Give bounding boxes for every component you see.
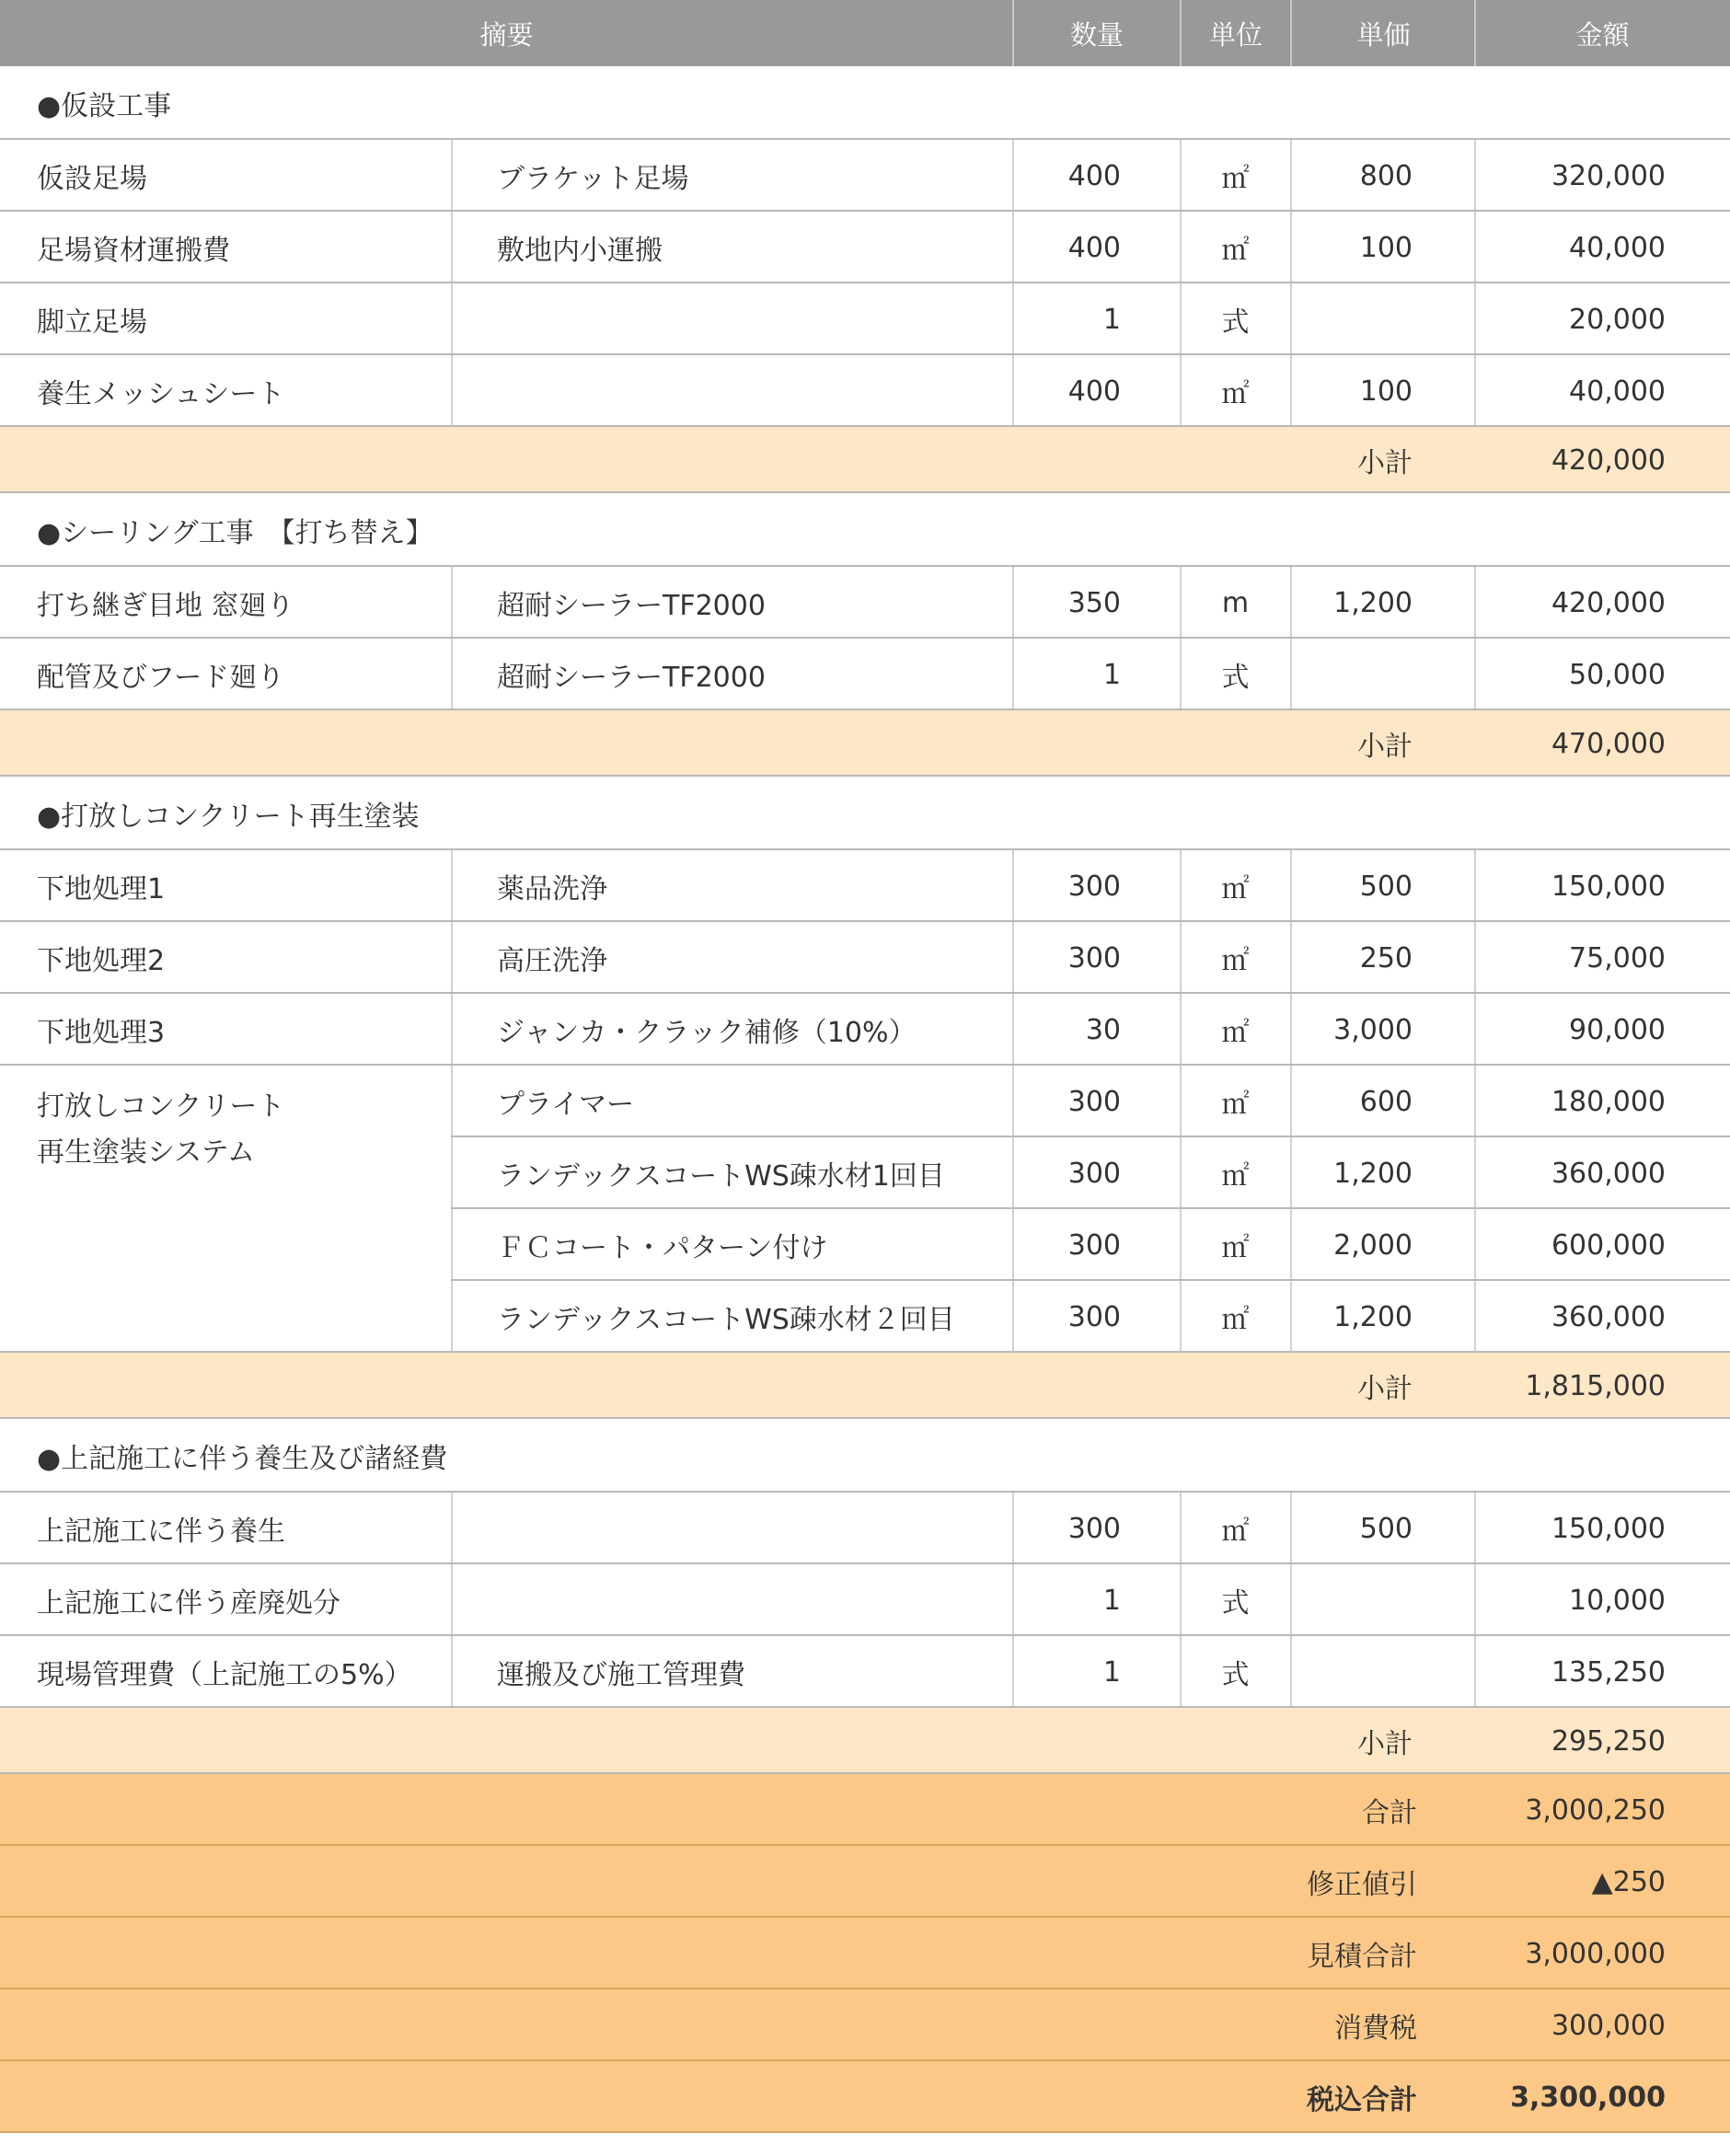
table-header [0,0,1730,66]
column-divider [1012,1137,1014,1209]
column-divider [1012,639,1014,710]
description: 超耐シーラーTF2000 [497,590,766,622]
subtotal-amount: 420,000 [1551,444,1666,477]
unit-price: 1,200 [1333,1300,1413,1333]
description: ランデックスコートWS疎水材２回目 [497,1304,955,1336]
column-divider [1290,1281,1292,1353]
unit-price: 1,200 [1333,1157,1413,1190]
quantity: 400 [1067,231,1121,264]
column-divider [451,922,453,994]
total-amount: ▲250 [1591,1865,1666,1898]
section-title: ●仮設工事 [37,90,172,122]
description [497,355,1003,427]
column-divider [451,1137,453,1209]
column-divider [1474,140,1476,212]
column-divider [1290,922,1292,994]
amount: 10,000 [1569,1584,1666,1617]
item-label: 打放しコンクリート [37,1090,285,1123]
section-title: ●シーリング工事 【打ち替え】 [37,517,433,549]
item-label: 下地処理1 [37,873,166,905]
unit: 式 [1221,1587,1250,1620]
column-divider [451,1636,453,1708]
total-row [0,1774,1730,1846]
total-label: 修正値引 [1307,1869,1417,1901]
description [497,1564,1003,1636]
subtotal-amount: 470,000 [1551,727,1666,760]
unit: ㎡ [1221,1160,1250,1193]
unit: ㎡ [1221,1089,1250,1121]
table-row [0,922,1730,994]
item-label: 脚立足場 [37,306,147,339]
section-title-row [0,1419,1730,1493]
column-divider [1180,355,1182,427]
item-label: 養生メッシュシート [37,378,285,410]
table-row [0,1281,1730,1353]
column-divider [1474,212,1476,283]
unit-price: 250 [1359,941,1413,974]
column-divider [1180,212,1182,283]
column-divider [1012,1209,1014,1281]
total-label: 税込合計 [1307,2084,1417,2116]
unit: 式 [1221,306,1250,339]
quantity: 1 [1102,658,1121,691]
column-divider [1180,140,1182,212]
amount: 135,250 [1551,1655,1666,1689]
table-row [0,567,1730,639]
unit-price: 100 [1359,375,1413,408]
column-divider [1180,1209,1182,1281]
unit: ㎡ [1221,945,1250,977]
subtotal-row [0,710,1730,777]
quantity: 1 [1102,1584,1121,1617]
column-divider [1474,567,1476,639]
unit-price: 500 [1359,1512,1413,1545]
item-label: 足場資材運搬費 [37,235,230,267]
quantity: 1 [1102,1655,1121,1689]
unit: ㎡ [1221,163,1250,195]
column-divider [1474,1209,1476,1281]
column-divider [1474,1281,1476,1353]
amount: 360,000 [1551,1157,1666,1190]
quantity: 30 [1085,1013,1121,1046]
column-divider [1012,212,1014,283]
total-label: 見積合計 [1307,1941,1417,1973]
column-divider [1290,1636,1292,1708]
table-row [0,850,1730,922]
amount: 50,000 [1569,658,1666,691]
column-divider [1012,1564,1014,1636]
table-row [0,1493,1730,1564]
column-divider [1012,994,1014,1066]
column-divider [1290,850,1292,922]
amount: 150,000 [1551,870,1666,903]
subtotal-row [0,1708,1730,1774]
total-amount: 3,300,000 [1510,2081,1666,2114]
column-divider [1180,1281,1182,1353]
total-amount: 300,000 [1551,2009,1666,2042]
amount: 420,000 [1551,586,1666,619]
column-divider [1474,1137,1476,1209]
amount: 75,000 [1569,941,1666,974]
row-divider [0,2131,1730,2133]
item-label: 下地処理2 [37,945,166,977]
item-label: 仮設足場 [37,163,147,195]
column-divider [1290,994,1292,1066]
unit: ㎡ [1221,1304,1250,1336]
description: プライマー [497,1089,635,1121]
column-divider [1290,1137,1292,1209]
column-divider [1290,140,1292,212]
column-divider [451,1066,453,1137]
table-row [0,994,1730,1066]
subtotal-label: 小計 [1357,1373,1413,1405]
column-divider [1180,1066,1182,1137]
total-row [0,1989,1730,2061]
column-divider [451,1209,453,1281]
unit: 式 [1221,662,1250,694]
description: 超耐シーラーTF2000 [497,662,766,694]
column-divider [1012,140,1014,212]
amount: 150,000 [1551,1512,1666,1545]
column-divider [1012,1636,1014,1708]
header-summary: 摘要 [479,18,534,51]
column-divider [451,212,453,283]
amount: 90,000 [1569,1013,1666,1046]
subtotal-row [0,427,1730,493]
column-divider [1474,355,1476,427]
column-divider [1474,639,1476,710]
column-divider [1474,1493,1476,1564]
item-label: 配管及びフード廻り [37,662,285,694]
subtotal-amount: 295,250 [1551,1724,1666,1758]
section-title: ●打放しコンクリート再生塗装 [37,801,420,833]
column-divider [1012,567,1014,639]
description: ＦＣコート・パターン付け [497,1232,828,1264]
table-row [0,140,1730,212]
description [497,283,1003,355]
unit-price: 600 [1359,1085,1413,1118]
section-title-row [0,66,1730,140]
column-divider [451,639,453,710]
quantity: 300 [1067,1085,1121,1118]
column-divider [1012,922,1014,994]
quantity: 300 [1067,941,1121,974]
column-divider [451,1493,453,1564]
unit: ㎡ [1221,873,1250,905]
item-label: 打ち継ぎ目地 窓廻り [37,590,294,622]
item-label: 現場管理費（上記施工の5%） [37,1659,412,1691]
section-title-row [0,493,1730,567]
table-row [0,639,1730,710]
unit: ㎡ [1221,1017,1250,1049]
column-divider [451,140,453,212]
amount: 600,000 [1551,1228,1666,1262]
column-divider [1012,355,1014,427]
column-divider [1180,1636,1182,1708]
column-divider [1290,1493,1292,1564]
unit-price: 800 [1359,159,1413,192]
column-divider [451,355,453,427]
description: 敷地内小運搬 [497,235,663,267]
unit-price: 1,200 [1333,586,1413,619]
column-divider [1180,922,1182,994]
column-divider [451,850,453,922]
column-divider [1012,1066,1014,1137]
column-divider [1474,994,1476,1066]
unit: 式 [1221,1659,1250,1691]
table-row [0,212,1730,283]
item-label: 上記施工に伴う産廃処分 [37,1587,340,1620]
column-divider [1290,567,1292,639]
subtotal-label: 小計 [1357,447,1413,479]
unit-price [1293,1636,1413,1708]
description: 薬品洗浄 [497,873,607,905]
column-divider [1290,1066,1292,1137]
total-row [0,1846,1730,1918]
column-divider [1180,639,1182,710]
column-divider [1290,283,1292,355]
unit-price [1293,1564,1413,1636]
table-row [0,1209,1730,1281]
quantity: 300 [1067,1228,1121,1262]
column-divider [1474,922,1476,994]
column-divider [1290,355,1292,427]
total-amount: 3,000,250 [1525,1793,1666,1827]
amount: 320,000 [1551,159,1666,192]
quantity: 350 [1067,586,1121,619]
column-divider [1012,1493,1014,1564]
unit: ㎡ [1221,1516,1250,1548]
total-label: 合計 [1362,1797,1417,1829]
column-divider [451,567,453,639]
table-row [0,1137,1730,1209]
item-label-line2: 再生塗装システム [37,1136,255,1169]
amount: 40,000 [1569,375,1666,408]
column-divider [1474,1066,1476,1137]
subtotal-label: 小計 [1357,1728,1413,1760]
quantity: 400 [1067,375,1121,408]
description: 高圧洗浄 [497,945,607,977]
quantity: 1 [1102,303,1121,336]
column-divider [451,994,453,1066]
quantity: 300 [1067,1300,1121,1333]
amount: 180,000 [1551,1085,1666,1118]
unit-price: 500 [1359,870,1413,903]
column-divider [1474,1636,1476,1708]
header-unit-price: 単価 [1356,18,1411,51]
column-divider [1180,1137,1182,1209]
amount: 360,000 [1551,1300,1666,1333]
column-divider [1012,1281,1014,1353]
unit: ㎡ [1221,235,1250,267]
unit: m [1221,586,1250,619]
subtotal-amount: 1,815,000 [1525,1369,1666,1402]
unit-price: 2,000 [1333,1228,1413,1262]
total-row [0,2061,1730,2133]
quantity: 300 [1067,1512,1121,1545]
header-unit: 単位 [1208,18,1263,51]
description [497,1493,1003,1564]
unit-price [1293,283,1413,355]
subtotal-label: 小計 [1357,731,1413,763]
amount: 40,000 [1569,231,1666,264]
description: ジャンカ・クラック補修（10%） [497,1017,917,1049]
unit: ㎡ [1221,1232,1250,1264]
item-label: 上記施工に伴う養生 [37,1516,285,1548]
unit-price: 3,000 [1333,1013,1413,1046]
description: 運搬及び施工管理費 [497,1659,745,1691]
column-divider [1180,283,1182,355]
description: ランデックスコートWS疎水材1回目 [497,1160,945,1193]
unit-price: 100 [1359,231,1413,264]
column-divider [1290,639,1292,710]
column-divider [1180,850,1182,922]
column-divider [1290,1564,1292,1636]
column-divider [451,283,453,355]
column-divider [1290,212,1292,283]
column-divider [1180,994,1182,1066]
unit: ㎡ [1221,378,1250,410]
quantity: 300 [1067,1157,1121,1190]
column-divider [451,1564,453,1636]
table-row [0,1636,1730,1708]
header-amount: 金額 [1575,18,1630,51]
subtotal-row [0,1353,1730,1419]
amount: 20,000 [1569,303,1666,336]
column-divider [1180,1564,1182,1636]
quantity: 400 [1067,159,1121,192]
table-row [0,355,1730,427]
header-quantity: 数量 [1069,18,1124,51]
item-label: 下地処理3 [37,1017,166,1049]
table-row [0,283,1730,355]
column-divider [1180,567,1182,639]
column-divider [1474,283,1476,355]
total-amount: 3,000,000 [1525,1937,1666,1970]
column-divider [451,1281,453,1353]
section-title: ●上記施工に伴う養生及び諸経費 [37,1443,448,1475]
unit-price [1293,639,1413,710]
column-divider [1290,1209,1292,1281]
table-row [0,1564,1730,1636]
description: ブラケット足場 [497,163,689,195]
quantity: 300 [1067,870,1121,903]
column-divider [1180,1493,1182,1564]
total-label: 消費税 [1334,2012,1417,2045]
column-divider [1012,283,1014,355]
column-divider [1474,1564,1476,1636]
column-divider [1474,850,1476,922]
column-divider [1012,850,1014,922]
section-title-row [0,777,1730,850]
total-row [0,1918,1730,1989]
